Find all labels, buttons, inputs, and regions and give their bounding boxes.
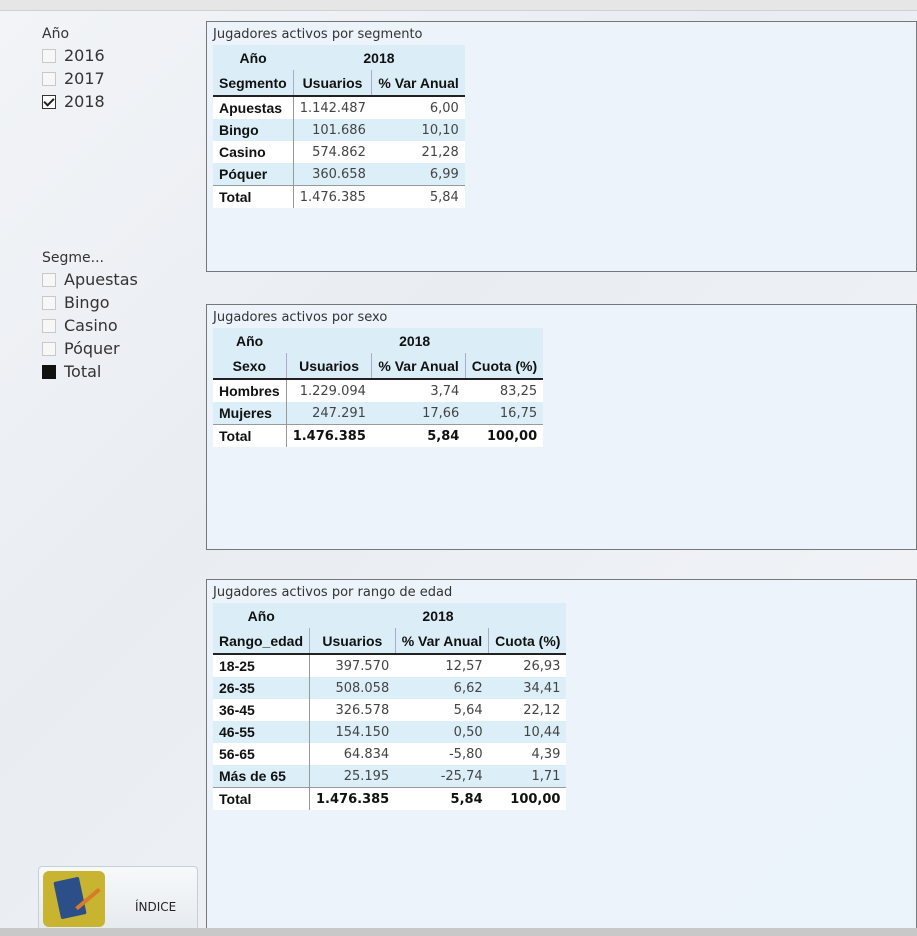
table-cell: 1.142.487 [293, 96, 372, 119]
slicer-item-label: 2017 [64, 69, 105, 88]
total-cell: 100,00 [465, 425, 543, 448]
table-row [213, 402, 543, 425]
column-header[interactable]: Segmento [213, 70, 293, 96]
column-header[interactable]: Sexo [213, 353, 286, 379]
segment-slicer [42, 250, 138, 383]
total-cell: 1.476.385 [310, 788, 396, 811]
slicer-item-label: Póquer [64, 339, 120, 358]
panel-title: Jugadores activos por rango de edad [213, 585, 453, 600]
table-cell: 83,25 [465, 379, 543, 402]
column-header[interactable]: Cuota (%) [489, 628, 567, 654]
table-cell: -25,74 [395, 765, 488, 788]
slicer-item-label: Apuestas [64, 270, 138, 289]
column-header[interactable]: % Var Anual [372, 70, 465, 96]
table-cell: 21,28 [372, 141, 465, 163]
index-button-label: ÍNDICE [135, 900, 177, 914]
column-header[interactable]: Cuota (%) [465, 353, 543, 379]
column-header[interactable]: Rango_edad [213, 628, 310, 654]
age-matrix [213, 603, 566, 810]
table-cell: 574.862 [293, 141, 372, 163]
checkbox[interactable] [42, 342, 56, 356]
table-cell: Mujeres [213, 402, 286, 425]
table-cell: 10,10 [372, 119, 465, 141]
table-cell: -5,80 [395, 743, 488, 765]
table-row [213, 379, 543, 402]
table-cell: Casino [213, 141, 293, 163]
table-row [213, 699, 566, 721]
total-cell: Total [213, 425, 286, 448]
year-header: Año [213, 328, 286, 353]
segment-panel [206, 21, 917, 272]
table-row [213, 765, 566, 788]
year-slicer-title: Año [42, 26, 70, 42]
table-cell: 17,66 [372, 402, 465, 425]
total-cell: 5,84 [395, 788, 488, 811]
checkbox[interactable] [42, 273, 56, 287]
column-header[interactable]: % Var Anual [395, 628, 488, 654]
table-row [213, 119, 465, 141]
checkbox[interactable] [42, 72, 56, 86]
table-cell: 326.578 [310, 699, 396, 721]
slicer-item[interactable] [42, 90, 105, 113]
slicer-item[interactable] [42, 314, 138, 337]
total-cell: Total [213, 186, 293, 209]
table-cell: Póquer [213, 163, 293, 186]
slicer-item-label: 2018 [64, 92, 105, 111]
year-header: Año [213, 45, 293, 70]
table-cell: 36-45 [213, 699, 310, 721]
table-cell: 18-25 [213, 654, 310, 677]
column-header[interactable]: Usuarios [310, 628, 396, 654]
table-cell: 25.195 [310, 765, 396, 788]
slicer-item[interactable] [42, 44, 105, 67]
panel-title: Jugadores activos por sexo [213, 310, 388, 325]
table-cell: 46-55 [213, 721, 310, 743]
panel-title: Jugadores activos por segmento [213, 27, 423, 42]
table-cell: 508.058 [310, 677, 396, 699]
checkbox[interactable] [42, 296, 56, 310]
total-cell: 5,84 [372, 425, 465, 448]
slicer-item[interactable] [42, 67, 105, 90]
book-icon [43, 871, 105, 927]
sex-matrix [213, 328, 543, 447]
year-slicer [42, 26, 105, 113]
checkbox[interactable] [42, 365, 56, 379]
table-cell: 10,44 [489, 721, 567, 743]
table-row [213, 677, 566, 699]
table-row [213, 721, 566, 743]
age-panel [206, 579, 917, 931]
total-row [213, 425, 543, 448]
year-value: 2018 [286, 328, 543, 353]
total-row [213, 788, 566, 811]
year-header: Año [213, 603, 310, 628]
table-cell: 34,41 [489, 677, 567, 699]
bottom-bar [0, 928, 917, 936]
total-row [213, 186, 465, 209]
checkbox[interactable] [42, 49, 56, 63]
slicer-item-label: 2016 [64, 46, 105, 65]
table-cell: 154.150 [310, 721, 396, 743]
table-cell: 6,99 [372, 163, 465, 186]
slicer-item[interactable] [42, 291, 138, 314]
index-button[interactable] [38, 866, 198, 930]
column-header[interactable]: Usuarios [286, 353, 372, 379]
table-cell: 4,39 [489, 743, 567, 765]
table-cell: 0,50 [395, 721, 488, 743]
table-cell: Bingo [213, 119, 293, 141]
table-cell: 360.658 [293, 163, 372, 186]
table-cell: 397.570 [310, 654, 396, 677]
checkbox[interactable] [42, 319, 56, 333]
total-cell: 5,84 [372, 186, 465, 209]
table-cell: 16,75 [465, 402, 543, 425]
table-cell: Apuestas [213, 96, 293, 119]
column-header[interactable]: Usuarios [293, 70, 372, 96]
table-cell: 22,12 [489, 699, 567, 721]
year-value: 2018 [293, 45, 465, 70]
segment-matrix [213, 45, 465, 208]
total-cell: Total [213, 788, 310, 811]
table-cell: 64.834 [310, 743, 396, 765]
table-cell: 56-65 [213, 743, 310, 765]
table-cell: 5,64 [395, 699, 488, 721]
slicer-item-label: Bingo [64, 293, 110, 312]
total-cell: 1.476.385 [293, 186, 372, 209]
slicer-item[interactable] [42, 360, 138, 383]
table-cell: 3,74 [372, 379, 465, 402]
top-bar [0, 0, 917, 11]
table-cell: 1.229.094 [286, 379, 372, 402]
segment-slicer-title: Segme... [42, 250, 104, 266]
table-cell: 26-35 [213, 677, 310, 699]
checkbox[interactable] [42, 95, 56, 109]
total-cell: 1.476.385 [286, 425, 372, 448]
table-row [213, 654, 566, 677]
table-cell: 101.686 [293, 119, 372, 141]
slicer-item-label: Casino [64, 316, 118, 335]
table-cell: 6,62 [395, 677, 488, 699]
table-row [213, 743, 566, 765]
table-cell: 247.291 [286, 402, 372, 425]
total-cell: 100,00 [489, 788, 567, 811]
column-header[interactable]: % Var Anual [372, 353, 465, 379]
slicer-item[interactable] [42, 337, 138, 360]
table-cell: 26,93 [489, 654, 567, 677]
sex-panel [206, 304, 917, 550]
table-cell: 6,00 [372, 96, 465, 119]
slicer-item-label: Total [64, 362, 102, 381]
slicer-item[interactable] [42, 268, 138, 291]
year-value: 2018 [310, 603, 567, 628]
table-row [213, 141, 465, 163]
table-cell: Hombres [213, 379, 286, 402]
table-row [213, 96, 465, 119]
table-cell: 12,57 [395, 654, 488, 677]
table-cell: Más de 65 [213, 765, 310, 788]
table-cell: 1,71 [489, 765, 567, 788]
table-row [213, 163, 465, 186]
